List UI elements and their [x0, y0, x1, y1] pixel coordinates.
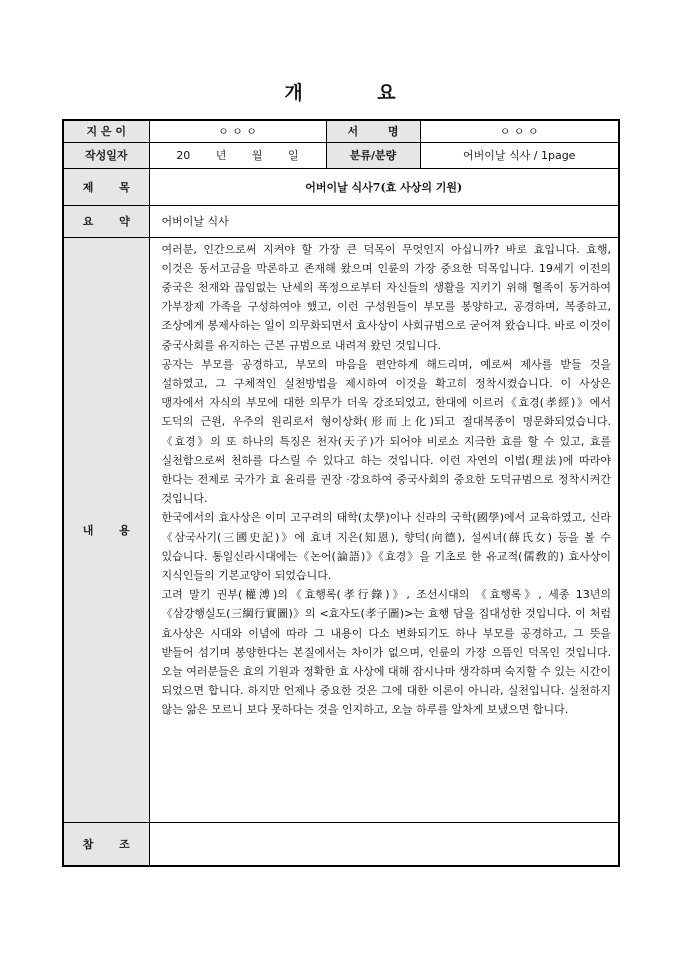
content-paragraph-4: 고려 말기 권부(權溥)의《효행록(孝行錄)》, 조선시대의 《효행록》, 세종 13년의《삼강행실도(三綱行實圖)》의 <효자도(孝子圖)>는 효행 담을 집대성한 것입니다. 이 처럼 효사상은 시대와 이념에 따라 그 내용이 다소 변화되기도 하나 부모를 공경하고, 그 뜻을 받들어 섬기며 봉양한다는 본질에서는 차이가 없으며, 인륜의 가장 으뜸인 덕목인 것입니다. 오늘 여러분들은 효의 기원과 정확한 효 사상에 대해 잠시나마 생각하며 숙지할 수 있는 시간이 되었으면 합니다. 하지만 언제나 중요한 것은 그에 대한 이론이 아니라, 실천입니다. 실천하지 않는 앎은 모르니 보다 못하다는 것을 인지하고, 오늘 하루를 알차게 보냈으면 합니다.	[161, 588, 611, 717]
author-label: 지 은 이	[63, 120, 149, 142]
category-value: 어버이날 식사 / 1page	[420, 142, 619, 168]
summary-form	[62, 119, 620, 867]
category-label: 분류/분량	[326, 142, 420, 168]
summary-label: 요 약	[63, 205, 149, 237]
content-paragraph-2: 공자는 부모를 공경하고, 부모의 마음을 편안하게 해드리며, 예로써 제사를 받들 것을 설하였고, 그 구체적인 실천방법을 제시하여 이것을 확고히 정착시켰습니다. 이 사상은 맹자에서 자식의 부모에 대한 의무가 더욱 강조되었고, 한대에 이르러《효경(孝經)》에서 도덕의 근원, 우주의 원리로서 형이상화(形而上化)되고 절대복종이 명문화되었습니다. 《효경》의 또 하나의 특징은 천자(天子)가 되어야 비로소 지극한 효를 할 수 있고, 효를 실천함으로써 천하를 다스릴 수 있다고 하는 것입니다. 이런 자연의 이법(理法)에 따라야 한다는 전제로 국가가 효 윤리를 권장 ·강요하여 중국사회의 중요한 도덕규범으로 정착시켜간 것입니다.	[161, 357, 611, 506]
content-body	[149, 237, 619, 822]
date-value: 20 년 월 일	[149, 142, 326, 168]
signature-value: ㅇ ㅇ ㅇ	[420, 120, 619, 142]
page-title: 개 요	[284, 82, 430, 104]
signature-label: 서 명	[326, 120, 420, 142]
subject-value: 어버이날 식사7(효 사상의 기원)	[149, 168, 619, 205]
content-paragraph-1: 여러분, 인간으로써 지켜야 할 가장 큰 덕목이 무엇인지 아십니까? 바로 효입니다. 효행, 이것은 동서고금을 막론하고 존재해 왔으며 인륜의 가장 중요한 덕목입니다. 19세기 이전의 중국은 천재와 끊임없는 난세의 폭정으로부터 자신들의 생활을 지키기 위해 혈족이 동거하여 가부장제 가족을 구성하여야 했고, 이런 구성원들이 부모를 봉양하고, 공경하며, 복종하고, 조상에게 봉제사하는 일이 의무화되면서 효사상이 사회규범으로 굳어져 왔습니다. 바로 이것이 중국사회를 유지하는 근본 규범으로 내려져 왔던 것입니다.	[161, 242, 611, 352]
reference-label: 참 조	[63, 822, 149, 866]
summary-value: 어버이날 식사	[149, 205, 619, 237]
content-label: 내 용	[63, 237, 149, 822]
reference-value	[149, 822, 619, 866]
date-label: 작성일자	[63, 142, 149, 168]
subject-label: 제 목	[63, 168, 149, 205]
content-paragraph-3: 한국에서의 효사상은 이미 고구려의 태학(太學)이나 신라의 국학(國學)에서 교육하였고, 신라《삼국사기(三國史記)》에 효녀 지은(知恩), 향덕(向德), 설씨녀(薛氏女) 등을 볼 수 있습니다. 통일신라시대에는《논어(論語)》《효경》을 기초로 한 유교적(儒敎的) 효사상이 지식인들의 기본교양이 되었습니다.	[161, 511, 611, 582]
author-value: ㅇ ㅇ ㅇ	[149, 120, 326, 142]
